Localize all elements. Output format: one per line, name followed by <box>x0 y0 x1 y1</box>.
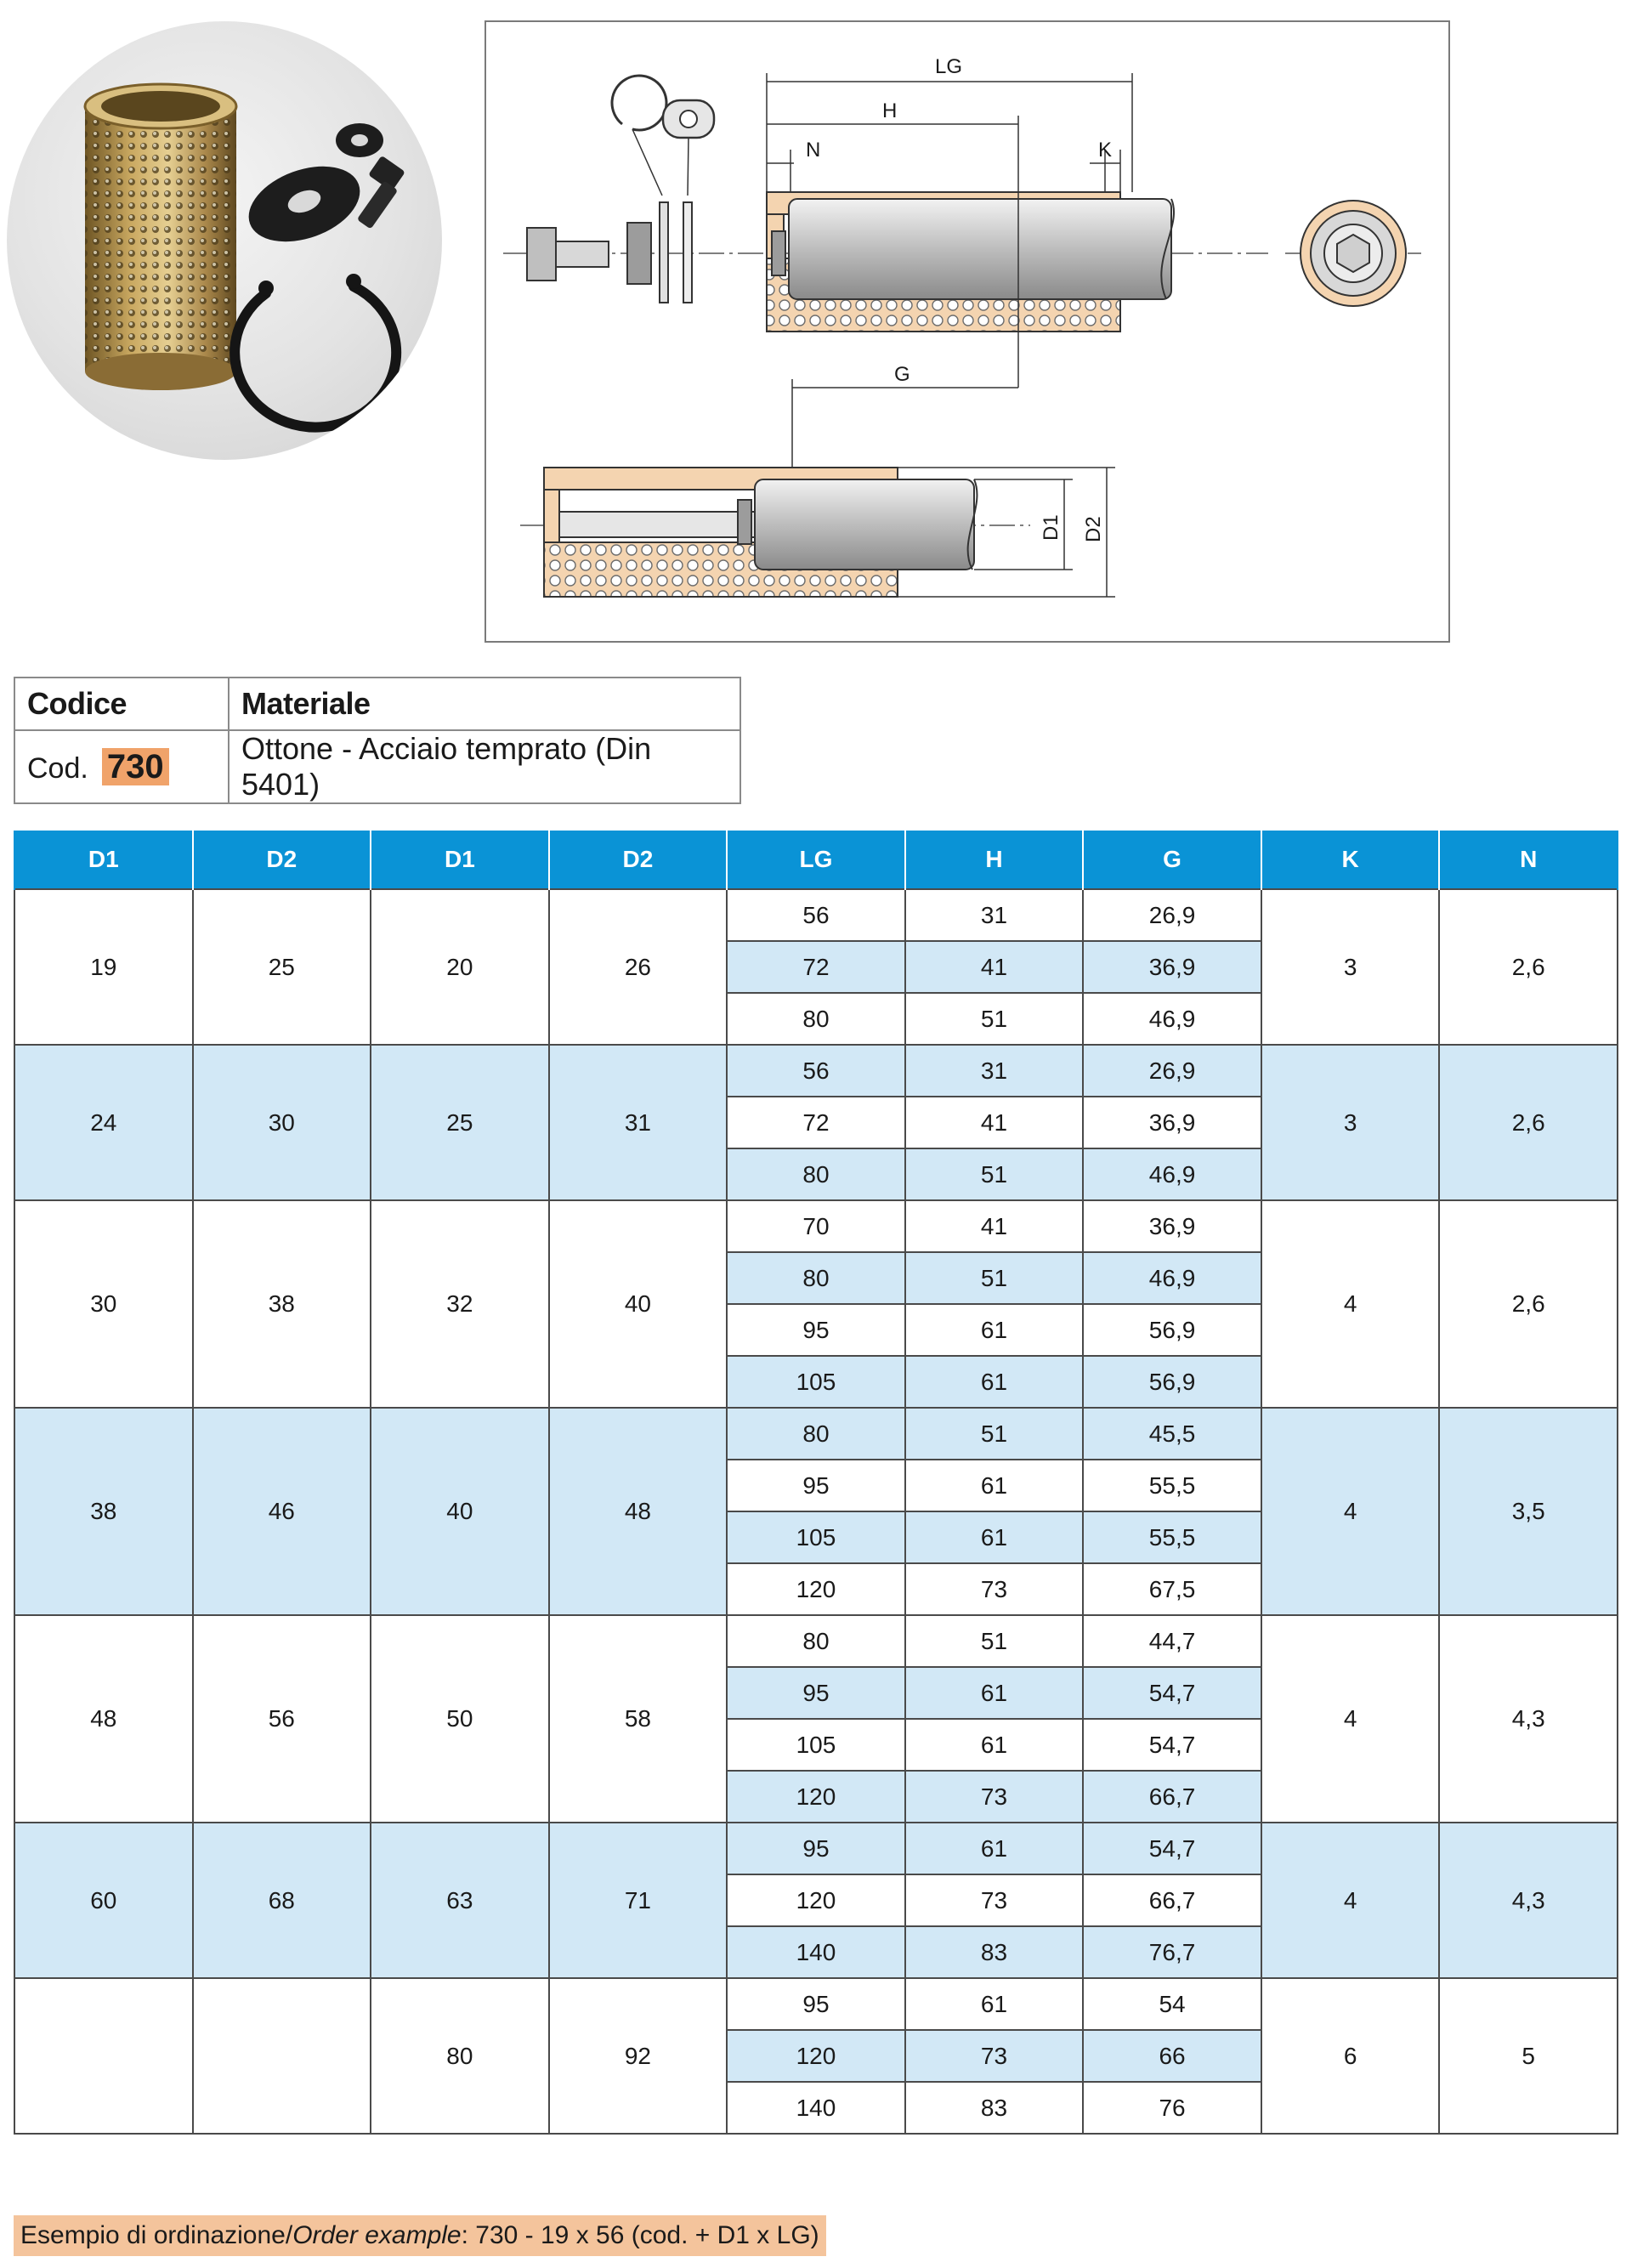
cell-n: 4,3 <box>1439 1615 1618 1823</box>
cell-lg: 140 <box>727 1926 905 1978</box>
cell-k: 3 <box>1261 1045 1440 1200</box>
cell-lg: 72 <box>727 941 905 993</box>
code-header: Codice <box>14 678 229 730</box>
cell-h: 73 <box>905 1874 1084 1926</box>
column-header-n: N <box>1439 831 1618 889</box>
cell-d2-b: 58 <box>549 1615 728 1823</box>
cell-h: 51 <box>905 1615 1084 1667</box>
cell-n: 3,5 <box>1439 1408 1618 1615</box>
cell-d2-a: 25 <box>193 889 371 1045</box>
cell-d2-a: 46 <box>193 1408 371 1615</box>
cell-lg: 95 <box>727 1304 905 1356</box>
circlip-icon <box>612 76 666 196</box>
cell-h: 83 <box>905 2082 1084 2134</box>
cell-d1-a: 24 <box>14 1045 193 1200</box>
circlip-section <box>660 202 668 303</box>
code-cell <box>14 730 229 803</box>
cell-h: 61 <box>905 1719 1084 1771</box>
code-material-table <box>14 677 741 804</box>
cell-d2-a: 68 <box>193 1823 371 1978</box>
cell-g: 55,5 <box>1083 1460 1261 1511</box>
cell-h: 51 <box>905 1252 1084 1304</box>
cell-h: 61 <box>905 1978 1084 2030</box>
cell-h: 31 <box>905 1045 1084 1097</box>
cell-lg: 80 <box>727 1408 905 1460</box>
cell-g: 46,9 <box>1083 993 1261 1045</box>
label-g: G <box>894 363 910 386</box>
material-value: Ottone - Acciaio temprato (Din 5401) <box>229 730 740 803</box>
shaft-part <box>789 199 1171 299</box>
cell-d2-b: 92 <box>549 1978 728 2134</box>
screw-part <box>357 156 405 230</box>
label-h: H <box>882 99 898 122</box>
table-row <box>14 1615 1618 1667</box>
cell-g: 36,9 <box>1083 1200 1261 1252</box>
cell-h: 41 <box>905 1097 1084 1148</box>
cell-h: 73 <box>905 2030 1084 2082</box>
cell-lg: 95 <box>727 1823 905 1874</box>
cell-g: 67,5 <box>1083 1563 1261 1615</box>
product-photo <box>7 21 442 460</box>
cell-h: 61 <box>905 1511 1084 1563</box>
cell-h: 51 <box>905 993 1084 1045</box>
cell-k: 4 <box>1261 1615 1440 1823</box>
circlip-part <box>235 274 396 428</box>
column-header-d1-b: D1 <box>371 831 549 889</box>
cell-k: 3 <box>1261 889 1440 1045</box>
cell-d1-b: 50 <box>371 1615 549 1823</box>
cell-lg: 56 <box>727 1045 905 1097</box>
cell-lg: 95 <box>727 1460 905 1511</box>
label-k: K <box>1098 139 1113 162</box>
cell-d1-b: 40 <box>371 1408 549 1615</box>
cell-d1-a: 48 <box>14 1615 193 1823</box>
cell-h: 61 <box>905 1823 1084 1874</box>
cell-lg: 105 <box>727 1719 905 1771</box>
cell-g: 54 <box>1083 1978 1261 2030</box>
cell-d2-b: 40 <box>549 1200 728 1408</box>
cell-d2-b: 31 <box>549 1045 728 1200</box>
column-header-d1-a: D1 <box>14 831 193 889</box>
cell-n: 4,3 <box>1439 1823 1618 1978</box>
cell-d1-b: 80 <box>371 1978 549 2134</box>
ball-cage-bottom <box>85 353 236 390</box>
table-header-row <box>14 831 1618 889</box>
table-row <box>14 1823 1618 1874</box>
cell-g: 56,9 <box>1083 1304 1261 1356</box>
cell-g: 54,7 <box>1083 1667 1261 1719</box>
cell-g: 45,5 <box>1083 1408 1261 1460</box>
cell-lg: 70 <box>727 1200 905 1252</box>
cell-k: 4 <box>1261 1823 1440 1978</box>
cell-g: 44,7 <box>1083 1615 1261 1667</box>
cell-lg: 80 <box>727 1615 905 1667</box>
nut-part-drawing <box>627 223 651 284</box>
cell-n: 5 <box>1439 1978 1618 2134</box>
column-header-lg: LG <box>727 831 905 889</box>
label-d2: D2 <box>1082 516 1105 542</box>
order-value: : 730 - 19 x 56 (cod. + D1 x LG) <box>461 2221 819 2249</box>
washer-section <box>683 202 692 303</box>
cell-d2-b: 48 <box>549 1408 728 1615</box>
cell-g: 55,5 <box>1083 1511 1261 1563</box>
cell-k: 6 <box>1261 1978 1440 2134</box>
cell-lg: 105 <box>727 1511 905 1563</box>
cell-d1-a: 38 <box>14 1408 193 1615</box>
table-row <box>14 1045 1618 1097</box>
cell-d1-a: 19 <box>14 889 193 1045</box>
material-header: Materiale <box>229 678 740 730</box>
table-body <box>14 889 1618 2134</box>
washer-icon <box>663 100 714 196</box>
cell-d1-a: 60 <box>14 1823 193 1978</box>
cell-d2-a: 56 <box>193 1615 371 1823</box>
cell-g: 54,7 <box>1083 1719 1261 1771</box>
cell-d2-b: 26 <box>549 889 728 1045</box>
cell-h: 51 <box>905 1408 1084 1460</box>
shaft-end-nut <box>772 231 785 275</box>
cell-lg: 80 <box>727 993 905 1045</box>
cell-lg: 56 <box>727 889 905 941</box>
table-row <box>14 1408 1618 1460</box>
cell-n: 2,6 <box>1439 889 1618 1045</box>
cell-g: 66,7 <box>1083 1771 1261 1823</box>
technical-drawing <box>484 20 1450 643</box>
cell-d1-b: 25 <box>371 1045 549 1200</box>
column-header-d2-b: D2 <box>549 831 728 889</box>
cell-g: 56,9 <box>1083 1356 1261 1408</box>
cell-g: 46,9 <box>1083 1252 1261 1304</box>
cell-d1-b: 63 <box>371 1823 549 1978</box>
cell-lg: 120 <box>727 2030 905 2082</box>
cell-h: 61 <box>905 1356 1084 1408</box>
cell-h: 31 <box>905 889 1084 941</box>
cell-h: 73 <box>905 1563 1084 1615</box>
cell-lg: 72 <box>727 1097 905 1148</box>
cell-n: 2,6 <box>1439 1200 1618 1408</box>
cell-g: 76,7 <box>1083 1926 1261 1978</box>
dimension-table <box>14 831 1618 2135</box>
order-example <box>14 2215 826 2256</box>
ball-cage-holes <box>85 106 236 371</box>
cell-lg: 80 <box>727 1252 905 1304</box>
cell-d1-a <box>14 1978 193 2134</box>
cell-g: 26,9 <box>1083 889 1261 941</box>
cell-d2-a: 30 <box>193 1045 371 1200</box>
cell-h: 83 <box>905 1926 1084 1978</box>
cell-h: 51 <box>905 1148 1084 1200</box>
column-header-k: K <box>1261 831 1440 889</box>
label-n: N <box>806 139 821 162</box>
cell-k: 4 <box>1261 1200 1440 1408</box>
cell-lg: 105 <box>727 1356 905 1408</box>
cell-g: 36,9 <box>1083 1097 1261 1148</box>
table-row <box>14 889 1618 941</box>
cell-d1-a: 30 <box>14 1200 193 1408</box>
cell-g: 46,9 <box>1083 1148 1261 1200</box>
end-view <box>1285 201 1421 306</box>
lower-assembly <box>520 468 1115 597</box>
cod-label: Cod. <box>27 751 88 785</box>
cell-n: 2,6 <box>1439 1045 1618 1200</box>
ball-cage-opening <box>101 91 220 122</box>
cell-d2-b: 71 <box>549 1823 728 1978</box>
column-header-h: H <box>905 831 1084 889</box>
cell-k: 4 <box>1261 1408 1440 1615</box>
cell-h: 41 <box>905 941 1084 993</box>
label-lg: LG <box>935 55 963 78</box>
assembly-diagram <box>486 22 1448 641</box>
cell-h: 61 <box>905 1460 1084 1511</box>
cell-h: 61 <box>905 1667 1084 1719</box>
cell-d1-b: 32 <box>371 1200 549 1408</box>
cod-number: 730 <box>102 748 169 785</box>
cell-g: 66 <box>1083 2030 1261 2082</box>
cell-g: 66,7 <box>1083 1874 1261 1926</box>
cell-h: 73 <box>905 1771 1084 1823</box>
cell-h: 41 <box>905 1200 1084 1252</box>
cell-h: 61 <box>905 1304 1084 1356</box>
ball-cage-photo <box>7 21 442 460</box>
order-label-it: Esempio di ordinazione/ <box>20 2221 293 2249</box>
table-row <box>14 1978 1618 2030</box>
order-label-en: Order example <box>292 2221 462 2249</box>
cell-lg: 95 <box>727 1667 905 1719</box>
cell-lg: 120 <box>727 1771 905 1823</box>
nut-part <box>336 123 383 157</box>
cell-g: 76 <box>1083 2082 1261 2134</box>
cell-d1-b: 20 <box>371 889 549 1045</box>
cell-d2-a: 38 <box>193 1200 371 1408</box>
bolt-part <box>527 228 609 281</box>
cell-lg: 140 <box>727 2082 905 2134</box>
cell-lg: 120 <box>727 1874 905 1926</box>
label-d1: D1 <box>1040 514 1062 541</box>
cell-g: 54,7 <box>1083 1823 1261 1874</box>
cell-g: 36,9 <box>1083 941 1261 993</box>
washer-part <box>238 152 370 256</box>
column-header-d2-a: D2 <box>193 831 371 889</box>
cell-lg: 120 <box>727 1563 905 1615</box>
table-row <box>14 1200 1618 1252</box>
cell-g: 26,9 <box>1083 1045 1261 1097</box>
cell-d2-a <box>193 1978 371 2134</box>
column-header-g: G <box>1083 831 1261 889</box>
cell-lg: 95 <box>727 1978 905 2030</box>
cell-lg: 80 <box>727 1148 905 1200</box>
